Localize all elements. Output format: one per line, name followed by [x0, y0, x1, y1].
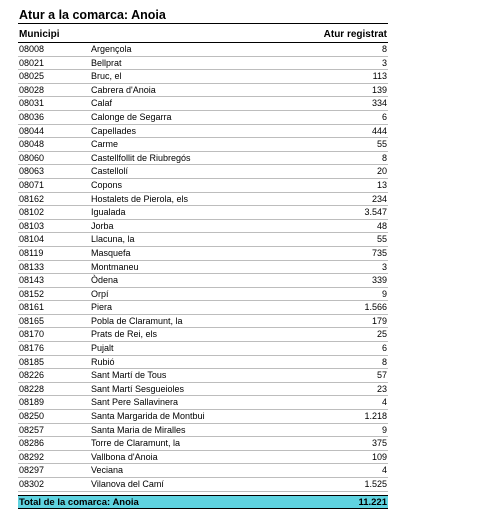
- municipality-name: Orpí: [91, 288, 109, 299]
- table-row: [18, 43, 388, 57]
- table-row: [18, 152, 388, 166]
- municipality-name: Capellades: [91, 125, 137, 136]
- table-row: [18, 261, 388, 275]
- table-row: [18, 478, 388, 492]
- municipality-name: Vilanova del Camí: [91, 479, 164, 489]
- municipality-code: 08104: [19, 234, 45, 245]
- table-row: [18, 356, 388, 370]
- unemployment-value: 1.566: [364, 302, 387, 313]
- table-row: [18, 165, 388, 179]
- municipality-name: Pujalt: [91, 343, 114, 354]
- total-row: [18, 495, 388, 509]
- municipality-code: 08143: [19, 275, 45, 286]
- municipality-code: 08185: [19, 356, 45, 367]
- unemployment-value: 6: [381, 343, 387, 354]
- unemployment-value: 1.525: [364, 479, 387, 489]
- table-row: [18, 233, 388, 247]
- table-row: [18, 138, 388, 152]
- table-row: [18, 84, 388, 98]
- table-row: [18, 206, 388, 220]
- unemployment-value: 179: [371, 315, 387, 326]
- municipality-code: 08257: [19, 424, 45, 435]
- municipality-name: Montmaneu: [91, 261, 139, 272]
- table-row: [18, 179, 388, 193]
- unemployment-value: 234: [371, 193, 387, 204]
- municipality-code: 08103: [19, 220, 45, 231]
- unemployment-value: 375: [371, 438, 387, 449]
- municipality-name: Castellolí: [91, 166, 129, 177]
- unemployment-value: 4: [381, 465, 387, 476]
- unemployment-value: 9: [381, 424, 387, 435]
- unemployment-value: 444: [371, 125, 387, 136]
- table-row: [18, 274, 388, 288]
- municipality-code: 08025: [19, 71, 45, 82]
- municipality-name: Calaf: [91, 98, 113, 109]
- table-row: [18, 464, 388, 478]
- table-row: [18, 125, 388, 139]
- municipality-name: Sant Pere Sallavinera: [91, 397, 179, 408]
- municipality-code: 08102: [19, 207, 45, 218]
- unemployment-value: 109: [371, 451, 387, 462]
- municipality-code: 08165: [19, 315, 45, 326]
- municipality-name: Piera: [91, 302, 113, 313]
- municipality-code: 08226: [19, 370, 45, 381]
- municipality-code: 08119: [19, 247, 44, 258]
- table-row: [18, 424, 388, 438]
- municipality-code: 08152: [19, 288, 45, 299]
- unemployment-value: 55: [376, 234, 387, 245]
- table-row: [18, 315, 388, 329]
- table-row: [18, 220, 388, 234]
- municipality-code: 08250: [19, 411, 45, 422]
- total-label: Total de la comarca: Anoia: [19, 496, 139, 508]
- municipality-name: Santa Margarida de Montbui: [91, 411, 205, 422]
- municipality-code: 08286: [19, 438, 45, 449]
- unemployment-value: 3: [381, 57, 387, 68]
- municipality-code: 08133: [19, 261, 45, 272]
- unemployment-value: 8: [381, 152, 387, 163]
- municipality-name: Pobla de Claramunt, la: [91, 315, 183, 326]
- municipality-name: Prats de Rei, els: [91, 329, 158, 340]
- municipality-name: Calonge de Segarra: [91, 111, 172, 122]
- municipality-name: Castellfollit de Riubregós: [91, 152, 191, 163]
- unemployment-value: 735: [371, 247, 387, 258]
- municipality-code: 08162: [19, 193, 45, 204]
- table-body: [18, 43, 388, 492]
- unemployment-value: 9: [381, 288, 387, 299]
- municipality-code: 08228: [19, 383, 45, 394]
- table-header: [18, 27, 388, 43]
- municipality-name: Sant Martí de Tous: [91, 370, 167, 381]
- table-row: [18, 97, 388, 111]
- table-row: [18, 342, 388, 356]
- municipality-code: 08060: [19, 152, 45, 163]
- report-sheet: [18, 6, 388, 509]
- municipality-name: Torre de Claramunt, la: [91, 438, 181, 449]
- municipality-name: Bellprat: [91, 57, 122, 68]
- municipality-code: 08292: [19, 451, 45, 462]
- unemployment-value: 6: [381, 111, 387, 122]
- municipality-name: Bruc, el: [91, 71, 122, 82]
- unemployment-value: 334: [371, 98, 387, 109]
- municipality-name: Sant Martí Sesgueioles: [91, 383, 185, 394]
- table-row: [18, 410, 388, 424]
- table-row: [18, 193, 388, 207]
- municipality-code: 08008: [19, 44, 45, 54]
- unemployment-value: 13: [376, 179, 387, 190]
- municipality-code: 08161: [19, 302, 45, 313]
- municipality-name: Hostalets de Pierola, els: [91, 193, 189, 204]
- unemployment-value: 57: [376, 370, 387, 381]
- municipality-code: 08302: [19, 479, 45, 489]
- table-row: [18, 328, 388, 342]
- municipality-code: 08048: [19, 139, 45, 150]
- report-title: Atur a la comarca: Anoia: [18, 6, 388, 24]
- unemployment-value: 8: [381, 44, 387, 54]
- municipality-code: 08036: [19, 111, 45, 122]
- total-value: 11.221: [358, 496, 387, 508]
- table-row: [18, 57, 388, 71]
- municipality-code: 08297: [19, 465, 45, 476]
- unemployment-value: 113: [372, 71, 387, 82]
- table-row: [18, 288, 388, 302]
- table-row: [18, 111, 388, 125]
- table-row: [18, 383, 388, 397]
- municipality-code: 08063: [19, 166, 45, 177]
- table-row: [18, 451, 388, 465]
- municipality-name: Masquefa: [91, 247, 131, 258]
- unemployment-value: 48: [376, 220, 387, 231]
- municipality-name: Vallbona d'Anoia: [91, 451, 158, 462]
- municipality-code: 08028: [19, 84, 45, 95]
- table-row: [18, 70, 388, 84]
- unemployment-value: 139: [371, 84, 387, 95]
- unemployment-value: 4: [381, 397, 387, 408]
- unemployment-value: 25: [376, 329, 387, 340]
- municipality-code: 08170: [19, 329, 45, 340]
- column-header-atur: Atur registrat: [323, 29, 387, 40]
- unemployment-value: 20: [376, 166, 387, 177]
- municipality-code: 08176: [19, 343, 45, 354]
- municipality-code: 08044: [19, 125, 45, 136]
- unemployment-value: 8: [381, 356, 387, 367]
- table-row: [18, 396, 388, 410]
- unemployment-value: 55: [376, 139, 387, 150]
- municipality-code: 08031: [19, 98, 45, 109]
- unemployment-value: 3: [381, 261, 387, 272]
- municipality-name: Cabrera d'Anoia: [91, 84, 156, 95]
- table-row: [18, 437, 388, 451]
- municipality-code: 08071: [19, 179, 45, 190]
- unemployment-value: 23: [376, 383, 387, 394]
- unemployment-value: 3.547: [364, 207, 387, 218]
- municipality-name: Rubió: [91, 356, 115, 367]
- municipality-name: Jorba: [91, 220, 114, 231]
- table-row: [18, 369, 388, 383]
- municipality-name: Copons: [91, 179, 123, 190]
- unemployment-value: 339: [371, 275, 387, 286]
- municipality-name: Santa Maria de Miralles: [91, 424, 186, 435]
- column-header-municipi: Municipi: [19, 29, 60, 40]
- table-row: [18, 301, 388, 315]
- table-row: [18, 247, 388, 261]
- municipality-code: 08021: [19, 57, 45, 68]
- municipality-code: 08189: [19, 397, 45, 408]
- municipality-name: Veciana: [91, 465, 124, 476]
- municipality-name: Argençola: [91, 44, 132, 54]
- municipality-name: Llacuna, la: [91, 234, 135, 245]
- municipality-name: Carme: [91, 139, 119, 150]
- municipality-name: Òdena: [91, 275, 119, 286]
- unemployment-value: 1.218: [364, 411, 387, 422]
- municipality-name: Igualada: [91, 207, 126, 218]
